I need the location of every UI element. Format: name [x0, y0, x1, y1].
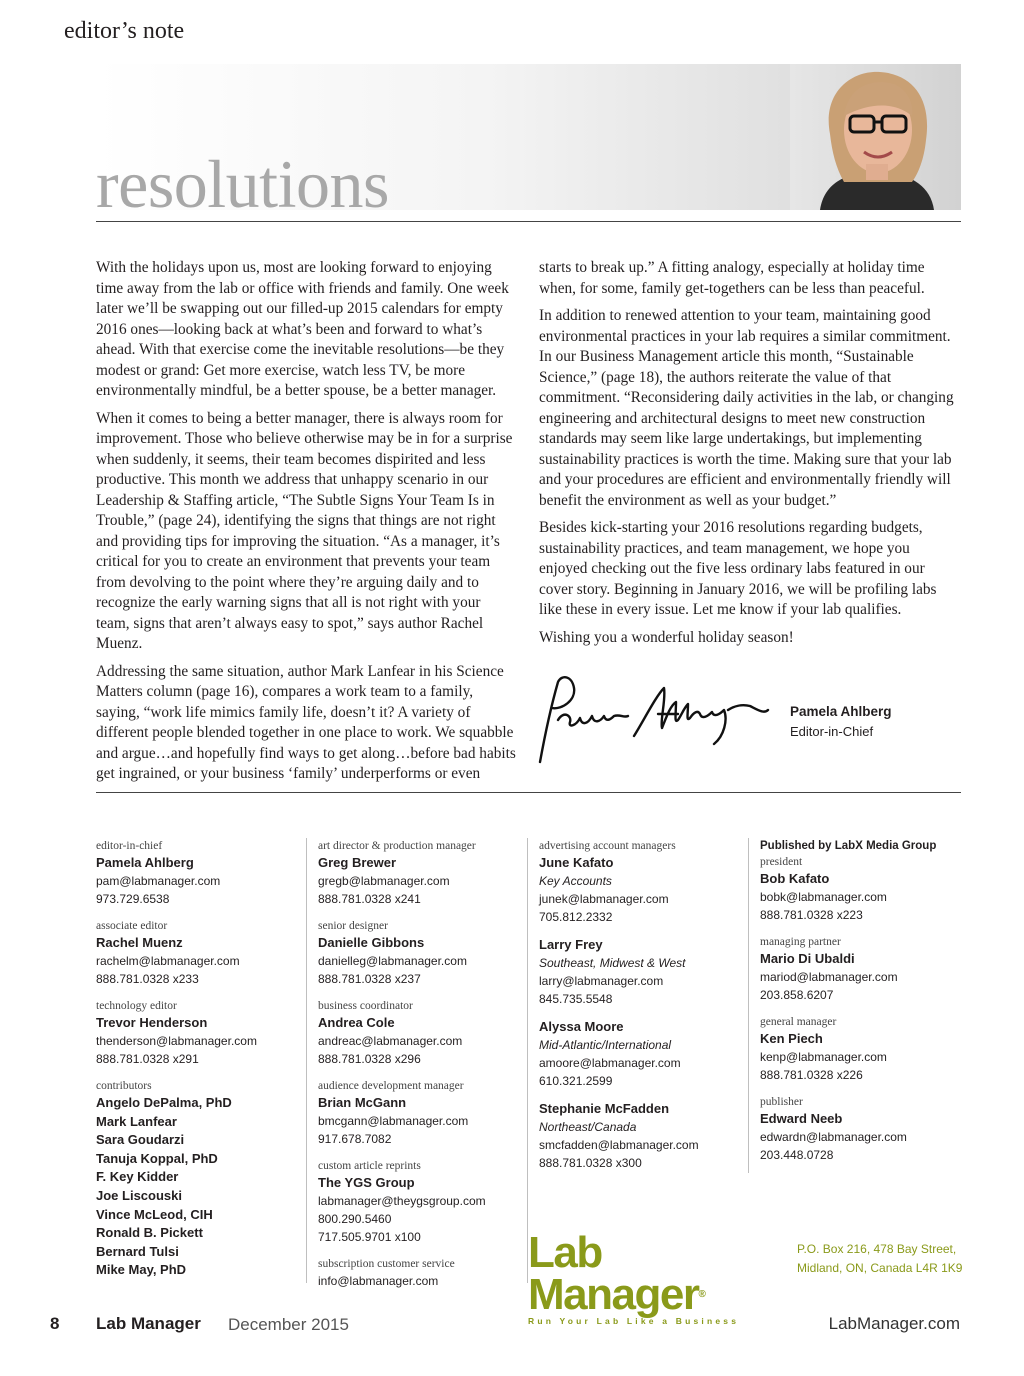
- paragraph: With the holidays upon us, most are looking forward to enjoying time away from the lab or office with friends and family. One week later we’ll be swapping out our filled-up 2015 calendars for empty 2016 ones—looking back at what’s been and forward to what’s ahead. With that exercise come the inevitable resolutions—be they modest or grand: Get more exercise, watch less TV, be more environmentally mindful, be a better spouse, be a better manager.: [96, 259, 509, 399]
- masthead-column-editorial: [96, 838, 296, 1280]
- contributor-name: Mark Lanfear: [96, 1113, 177, 1129]
- email-link[interactable]: info@labmanager.com: [318, 1274, 439, 1288]
- signoff-name: Pamela Ahlberg: [790, 704, 892, 719]
- person-name: Greg Brewer: [318, 855, 397, 870]
- contributor-name: Sara Goudarzi: [96, 1132, 185, 1148]
- phone: 888.781.0328 x300: [539, 1156, 642, 1170]
- masthead-entry: [318, 918, 518, 988]
- role-label: advertising account managers: [539, 840, 676, 852]
- mailing-address: [797, 1240, 962, 1278]
- person-name: Pamela Ahlberg: [96, 855, 194, 870]
- masthead-entry: [318, 1158, 518, 1246]
- person-name: June Kafato: [539, 855, 614, 870]
- paragraph: In addition to renewed attention to your team, maintaining good environmental practices in your lab requires a similar commitment. In our Business Management article this month, “Sustainable Science,” (page 18), the authors reiterate the value of that commitment. “Reconsidering daily activities in the lab, or changing engineering and architectural designs to meet new construction standards may seem like large undertakings, but implementing sustainability practices is worth the time. Making sure that your lab and your procedures are efficient and environmentally friendly will benefit the environment as well as your budget.”: [539, 307, 954, 509]
- masthead-entry: [760, 1014, 962, 1084]
- role-label: subscription customer service: [318, 1258, 455, 1270]
- masthead-entry: [760, 934, 962, 1004]
- role-label: editor-in-chief: [96, 840, 163, 852]
- email-link[interactable]: amoore@labmanager.com: [539, 1056, 681, 1070]
- email-link[interactable]: rachelm@labmanager.com: [96, 954, 240, 968]
- contributor-name: Vince McLeod, CIH: [96, 1206, 213, 1222]
- masthead-entry: [539, 1100, 739, 1172]
- email-link[interactable]: gregb@labmanager.com: [318, 874, 450, 888]
- contributor-name: F. Key Kidder: [96, 1169, 179, 1185]
- registered-mark: ®: [698, 1289, 706, 1300]
- masthead-entry: [96, 918, 296, 988]
- person-name: Larry Frey: [539, 937, 603, 952]
- masthead-entry: [760, 1094, 962, 1164]
- role-label: associate editor: [96, 920, 168, 932]
- phone: 888.781.0328 x241: [318, 892, 421, 906]
- email-link[interactable]: andreac@labmanager.com: [318, 1034, 463, 1048]
- paragraph: Addressing the same situation, author Mark Lanfear in his Science Matters column (page 16), compares a work team to a family, saying, “work life mimics family life, doesn’t it? A variety of different people blended together in one place to work. We squabble and argue…and hopefully find ways to get along…before bad habits get ingrained, or your business ‘family’ underperforms or even: [96, 662, 516, 782]
- phone: 845.735.5548: [539, 992, 613, 1006]
- paragraph: Wishing you a wonderful holiday season!: [539, 628, 794, 646]
- person-name: Rachel Muenz: [96, 935, 183, 950]
- contributor-name: Angelo DePalma, PhD: [96, 1095, 232, 1110]
- person-name: Edward Neeb: [760, 1111, 843, 1126]
- phone: 888.781.0328 x223: [760, 908, 863, 922]
- email-link[interactable]: thenderson@labmanager.com: [96, 1034, 257, 1048]
- person-name: Stephanie McFadden: [539, 1101, 670, 1116]
- lab-manager-logo: [528, 1228, 790, 1326]
- person-name: Bob Kafato: [760, 871, 830, 886]
- paragraph: When it comes to being a better manager, there is always room for improvement. Those who believe otherwise may be in for a surprise when suddenly, it seems, their team becomes dispirited and less productive. This month we address that unhappy scenario in our Leadership & Staffing article, “The Subtle Signs Your Team Is in Trouble,” (page 24), identifying the signs that things are not right and providing tips for improving the situation. “As a manager, it’s critical for you to create an environment that prevents your team from devolving to the point where they’re arguing daily and to recognize the early warning signs that all is not right with your team, signs that aren’t always easy to spot,” says author Rachel Muenz.: [96, 409, 513, 652]
- email-link[interactable]: mariod@labmanager.com: [760, 970, 898, 984]
- masthead-entry: [318, 838, 518, 908]
- role-label: contributors: [96, 1080, 152, 1092]
- masthead-entry: [96, 838, 296, 908]
- phone: 973.729.6538: [96, 892, 170, 906]
- region-label: Mid-Atlantic/International: [539, 1038, 672, 1052]
- email-link[interactable]: bmcgann@labmanager.com: [318, 1114, 469, 1128]
- person-name: The YGS Group: [318, 1175, 415, 1190]
- logo-wordmark: [528, 1228, 790, 1319]
- phone: 888.781.0328 x291: [96, 1052, 199, 1066]
- phone: 888.781.0328 x237: [318, 972, 421, 986]
- role-label: general manager: [760, 1016, 837, 1028]
- role-label: managing partner: [760, 936, 841, 948]
- person-name: Trevor Henderson: [96, 1015, 208, 1030]
- masthead-entry: [318, 1078, 518, 1148]
- email-link[interactable]: danielleg@labmanager.com: [318, 954, 467, 968]
- phone: 800.290.5460: [318, 1212, 392, 1226]
- contributor-name: Tanuja Koppal, PhD: [96, 1150, 218, 1166]
- paragraph: starts to break up.” A fitting analogy, especially at holiday time when, for some, family get-togethers can be less than peaceful.: [539, 259, 925, 297]
- role-label: senior designer: [318, 920, 388, 932]
- phone: 610.321.2599: [539, 1074, 613, 1088]
- masthead-entry: [760, 854, 962, 924]
- signature: [528, 670, 778, 770]
- body-column-right: [539, 258, 961, 655]
- paragraph: Besides kick-starting your 2016 resolutions regarding budgets, sustainability practices, and team management, we hope you enjoyed checking out the five less ordinary labs featured in our cover story. Beginning in January 2016, we will be profiling labs like these in every issue. Let me know if your lab qualifies.: [539, 519, 937, 618]
- phone: 888.781.0328 x233: [96, 972, 199, 986]
- phone: 203.858.6207: [760, 988, 834, 1002]
- person-name: Andrea Cole: [318, 1015, 395, 1030]
- role-label: audience development manager: [318, 1080, 464, 1092]
- phone: 888.781.0328 x226: [760, 1068, 863, 1082]
- contributor-name: Joe Liscouski: [96, 1187, 182, 1203]
- logo-name: Lab Manager: [528, 1228, 699, 1319]
- phone: 917.678.7082: [318, 1132, 392, 1146]
- footer-publication: Lab Manager: [96, 1314, 201, 1333]
- contributor-name: Mike May, PhD: [96, 1262, 187, 1278]
- contributor-name: Ronald B. Pickett: [96, 1225, 203, 1241]
- phone: 717.505.9701 x100: [318, 1230, 421, 1244]
- role-label: business coordinator: [318, 1000, 413, 1012]
- email-link[interactable]: labmanager@theygsgroup.com: [318, 1194, 486, 1208]
- phone: 705.812.2332: [539, 910, 613, 924]
- section-label: editor’s note: [64, 18, 185, 44]
- masthead-entry: [96, 998, 296, 1068]
- region-label: Northeast/Canada: [539, 1120, 637, 1134]
- masthead-entry: [318, 998, 518, 1068]
- person-name: Ken Piech: [760, 1031, 823, 1046]
- email-link[interactable]: smcfadden@labmanager.com: [539, 1138, 699, 1152]
- region-label: Southeast, Midwest & West: [539, 956, 686, 970]
- editor-portrait: [790, 64, 961, 210]
- page-title: resolutions: [96, 146, 389, 222]
- address-line: Midland, ON, Canada L4R 1K9: [797, 1261, 963, 1275]
- masthead-column-publisher: [748, 838, 962, 1173]
- email-link[interactable]: bobk@labmanager.com: [760, 890, 887, 904]
- email-link[interactable]: junek@labmanager.com: [539, 892, 669, 906]
- email-link[interactable]: larry@labmanager.com: [539, 974, 664, 988]
- masthead-column-advertising: [527, 838, 739, 1283]
- masthead-column-production: [306, 838, 518, 1288]
- role-label: president: [760, 856, 803, 868]
- masthead-entry: [318, 1256, 518, 1290]
- role-label: publisher: [760, 1096, 803, 1108]
- header-rule: [96, 221, 961, 222]
- role-label: custom article reprints: [318, 1160, 421, 1172]
- person-name: Danielle Gibbons: [318, 935, 425, 950]
- footer-issue-date: December 2015: [228, 1315, 349, 1334]
- person-name: Mario Di Ubaldi: [760, 951, 855, 966]
- masthead-rule: [96, 792, 961, 793]
- logo-tagline: Run Your Lab Like a Business: [528, 1316, 740, 1326]
- footer-website-link[interactable]: LabManager.com: [828, 1314, 960, 1333]
- contributors-list: [96, 1078, 296, 1280]
- page-number: 8: [50, 1314, 60, 1333]
- body-column-left: [96, 258, 516, 792]
- signoff-title: Editor-in-Chief: [790, 724, 874, 739]
- person-name: Alyssa Moore: [539, 1019, 624, 1034]
- masthead-entry: [539, 1018, 739, 1090]
- email-link[interactable]: kenp@labmanager.com: [760, 1050, 887, 1064]
- role-label: art director & production manager: [318, 840, 476, 852]
- address-line: P.O. Box 216, 478 Bay Street,: [797, 1242, 957, 1256]
- person-name: Brian McGann: [318, 1095, 407, 1110]
- role-label: technology editor: [96, 1000, 177, 1012]
- masthead-entry: [539, 854, 739, 926]
- email-link[interactable]: edwardn@labmanager.com: [760, 1130, 907, 1144]
- phone: 888.781.0328 x296: [318, 1052, 421, 1066]
- contributor-name: Bernard Tulsi: [96, 1243, 179, 1259]
- masthead-entry: [539, 936, 739, 1008]
- region-label: Key Accounts: [539, 874, 612, 888]
- email-link[interactable]: pam@labmanager.com: [96, 874, 221, 888]
- publisher-heading: Published by LabX Media Group: [760, 840, 937, 852]
- phone: 203.448.0728: [760, 1148, 834, 1162]
